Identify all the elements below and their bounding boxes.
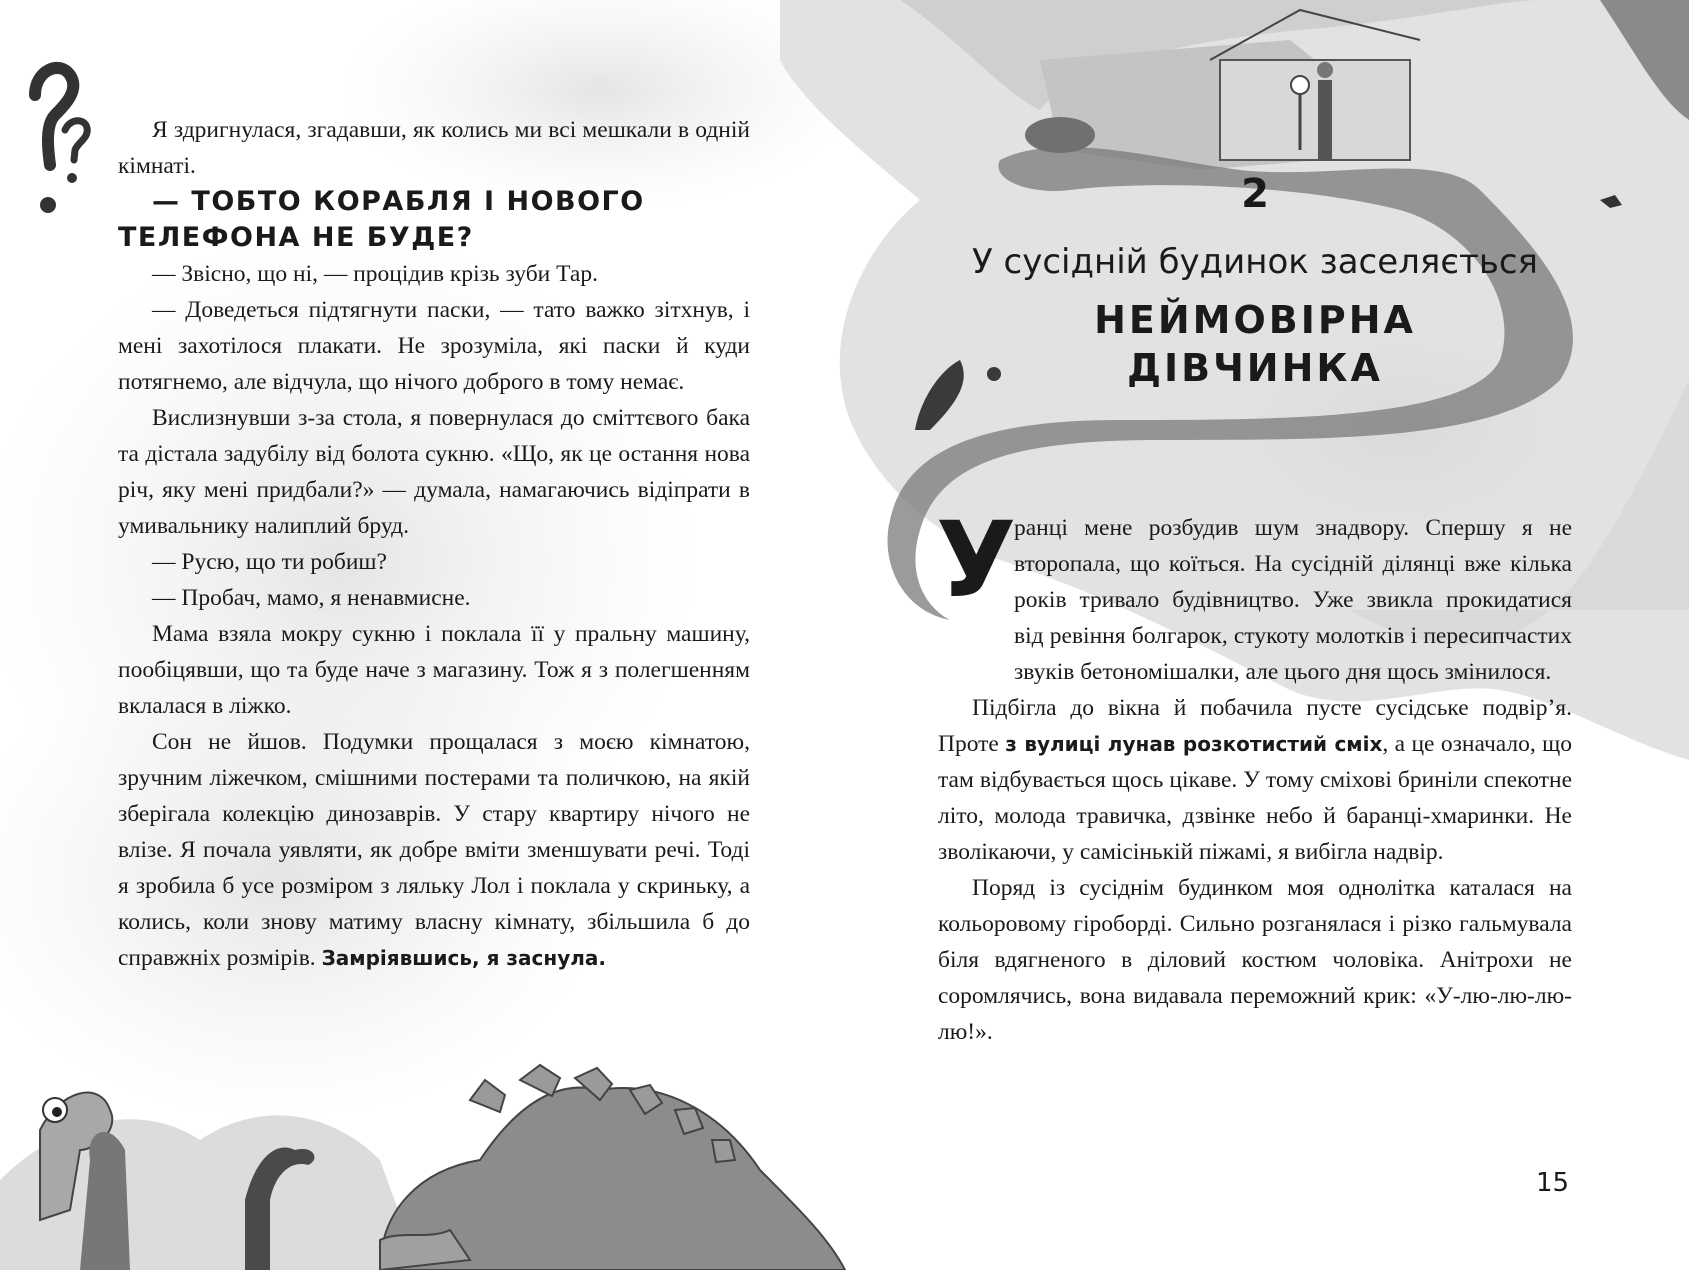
paragraph: — Доведеться підтягнути паски, — тато важко зітхнув, і мені захотілося плакати. Не зрозуміла, які паски й куди потягнемо, але відчула, що нічого доброго в тому немає. [118,297,750,395]
paragraph: Я здригнулася, згадавши, як колись ми всі мешкали в одній кімнаті. [118,117,750,179]
paragraph: — Пробач, мамо, я ненавмисне. [152,585,471,611]
paragraph: Мама взяла мокру сукню і поклала її у пральну машину, пообіцявши, що та буде наче з магазину. Тож я з полегшенням вклалася в ліжко. [118,621,750,719]
paragraph [938,690,1572,870]
first-paragraph: ранці мене розбудив шум знадвору. Спершу я не второпала, що коїться. На сусідній ділянці вже кілька років тривало будівництво. Уже звикла прокидатися від ревіння болгарок, стукоту молотків і пересипчастих звуків бетономішалки, але цього дня щось змінилося. [1014,515,1572,685]
paragraph: — Звісно, що ні, — процідив крізь зуби Тар. [152,261,598,287]
page-number: 15 [1536,1168,1570,1198]
paragraph: Поряд із сусіднім будинком моя однолітка каталася на кольоровому гіроборді. Сильно розганялася і різко гальмувала біля вдягненого в діловий костюм чоловіка. Анітрохи не соромлячись, вона видавала переможний крик: «У-лю-лю-лю-лю!». [938,875,1572,1045]
handwritten-phrase: Замріявшись, я заснула. [321,946,606,970]
handwritten-phrase: з вулиці лунав розкотистий сміх [1005,732,1383,756]
paragraph-text: Підбігла до вікна й побачила пусте сусідське подвір’я. Проте [938,695,1572,757]
chapter-title-line1: У сусідній будинок заселяється [972,242,1538,282]
paragraph: Вислизнувши з-за стола, я повернулася до сміттєвого бака та дістала задубілу від болота сукню. «Що, як це остання нова річ, яку мені придбали?» — думала, намагаючись відіпрати в умивальнику налиплий бруд. [118,405,750,539]
right-page-text [936,499,1572,1050]
chapter-number: 2 [1241,171,1269,217]
paragraph-text: , а це означало, що там відбувається щось цікаве. У тому сміхові бриніли спекотне літо, молода травичка, дзвінке небо й баранці-хмаринки. Не зволікаючи, у самісінькій піжамі, я вибігла надвір. [938,731,1572,865]
paragraph: — Русю, що ти робиш? [152,549,387,575]
left-page-text [118,112,750,976]
paragraph-text: Сон не йшов. Подумки прощалася з моєю кімнатою, зручним ліжечком, смішними постерами та поличкою, на якій зберігала колекцію динозаврів. У стару квартиру нічого не влізе. Я почала уявляти, як добре вміти зменшувати речі. Тоді я зробила б усе розміром з ляльку Лол і поклала у скриньку, а колись, коли знову матиму власну кімнату, збільшила б до справжніх розмірів. [118,729,750,971]
shouted-line: — ТОБТО КОРАБЛЯ І НОВОГО ТЕЛЕФОНА НЕ БУДЕ? [118,186,645,253]
chapter-title-line2: НЕЙМОВІРНА ДІВЧИНКА [1094,298,1416,390]
drop-cap: У [936,499,1017,621]
paragraph-with-handwritten-end [118,724,750,976]
